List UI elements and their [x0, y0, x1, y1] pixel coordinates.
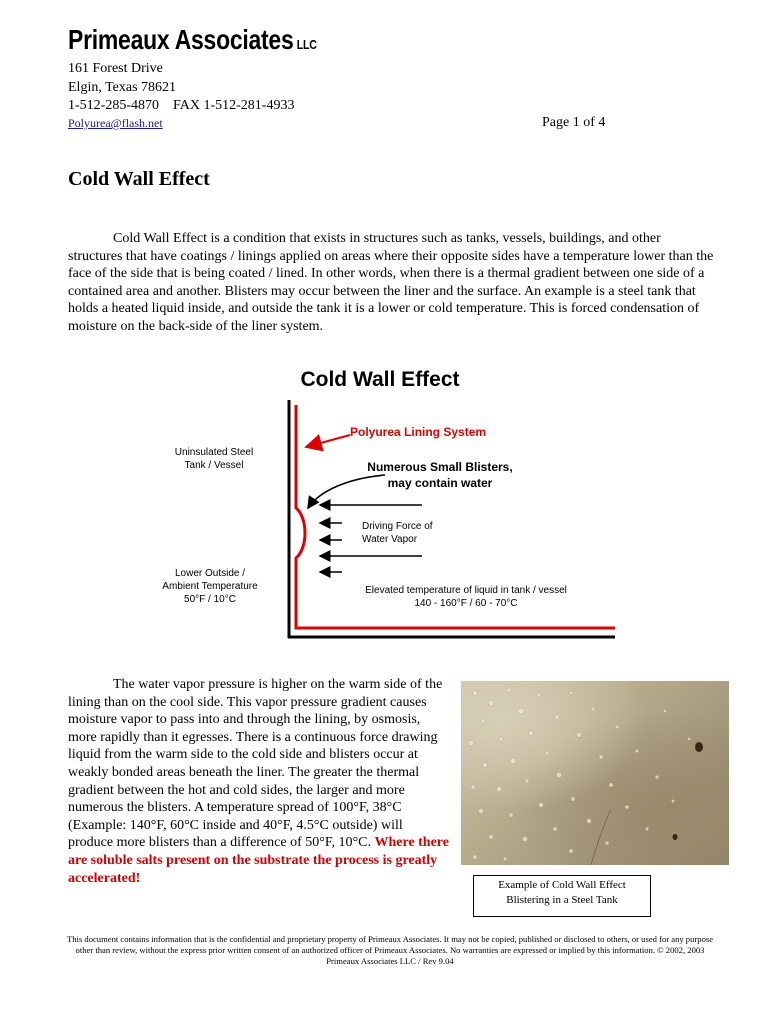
lining-label: Polyurea Lining System — [350, 425, 487, 439]
company-name: Primeaux Associates LLC — [68, 24, 317, 55]
photo-caption: Example of Cold Wall Effect Blistering in a Steel Tank — [473, 875, 651, 917]
lining-arrow — [306, 435, 350, 447]
email-link[interactable]: Polyurea@flash.net — [68, 116, 163, 130]
driving-label-2: Water Vapor — [362, 534, 418, 545]
blistering-photo — [461, 681, 729, 865]
phone-fax: 1-512-285-4870 FAX 1-512-281-4933 — [68, 98, 295, 113]
blister-texture — [461, 681, 729, 865]
outside-label-1: Lower Outside / — [174, 568, 246, 579]
salts-highlight: Where there are soluble salts present on the substrate the process is greatly accelerated! — [68, 835, 449, 886]
legal-footer: This document contains information that is the confidential and proprietary property of Primeaux Associates. It may not be copied, published or disclosed to others, or used for any purpose other than review, without the express prior written consent of an authorized officer of Primeaux Associates. No warranties are expressed or implied by this information. © 2002, 2003 Primeaux Associates LLC / Rev 9.04 — [66, 934, 714, 966]
blisters-label-2: may contain water — [387, 476, 493, 490]
document-title: Cold Wall Effect — [68, 168, 210, 190]
outside-label-3: 50°F / 10°C — [184, 594, 236, 605]
intro-paragraph: Cold Wall Effect is a condition that exists in structures such as tanks, vessels, buildings, and other structures that have coatings / linings applied on areas where their opposite sides have a temperature lower than the face of the side that is being coated / lined. In other words, when there is a thermal gradient between one side of a contained area and another. Blisters may occur between the liner and the surface. An example is a steel tank that holds a heated liquid inside, and outside the tank it is a lower or cold temperature. This is forced condensation of moisture on the back-side of the liner system. — [68, 231, 714, 334]
cold-wall-diagram — [160, 360, 620, 645]
inside-label-2: 140 - 160°F / 60 - 70°C — [414, 598, 518, 609]
diagram-title: Cold Wall Effect — [300, 368, 460, 391]
blisters-label-1: Numerous Small Blisters, — [367, 460, 513, 474]
driving-label-1: Driving Force of — [362, 521, 433, 532]
address-line-1: 161 Forest Drive — [68, 61, 163, 76]
inside-label-1: Elevated temperature of liquid in tank / vessel — [365, 585, 567, 596]
blisters-arrow — [308, 475, 385, 508]
address-line-2: Elgin, Texas 78621 — [68, 80, 177, 95]
steel-label-1: Uninsulated Steel — [174, 447, 254, 458]
outside-label-2: Ambient Temperature — [162, 581, 258, 592]
company-suffix: LLC — [296, 37, 317, 52]
vapor-paragraph: The water vapor pressure is higher on the warm side of the lining than on the cool side. This vapor pressure gradient causes moisture vapor to pass into and through the lining, by osmosis, more rapidly than it egresses. There is a continuous force drawing liquid from the warm side to the cold side and blisters occur at weakly bonded areas beneath the liner. The greater the thermal gradient between the hot and cold sides, the larger and more numerous the blisters. A temperature spread of 100°F, 38°C (Example: 140°F, 60°C inside and 40°F, 4.5°C outside) will produce more blisters than a difference of 50°F, 10°C. Where there are soluble salts present on the substrate the process is greatly accelerated! — [68, 677, 449, 886]
page-number: Page 1 of 4 — [542, 115, 606, 130]
steel-label-2: Tank / Vessel — [184, 460, 244, 471]
